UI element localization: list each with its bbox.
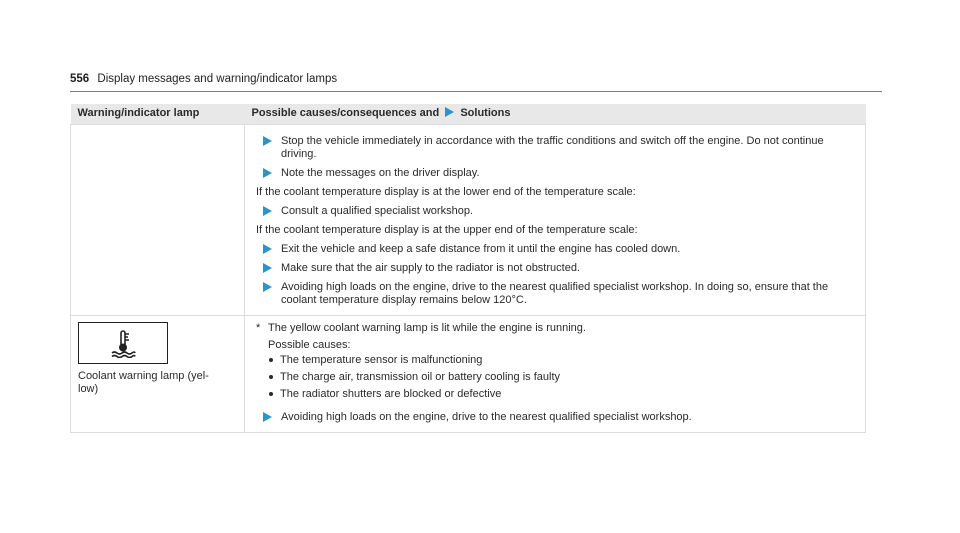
list-item bbox=[256, 262, 855, 275]
page-number: 556 bbox=[70, 73, 90, 85]
intro-text: The yellow coolant warning lamp is lit while the engine is running. bbox=[268, 322, 586, 334]
arrow-right-icon bbox=[263, 282, 272, 292]
causes-label: Possible causes: bbox=[268, 339, 351, 351]
step-text: Avoiding high loads on the engine, drive to the nearest qualified specialist workshop. bbox=[281, 411, 692, 423]
footnote-star: * bbox=[256, 322, 261, 334]
column-header-solutions-label: Solutions bbox=[460, 107, 511, 119]
column-header-lamp: Warning/indicator lamp bbox=[71, 104, 245, 125]
list-item bbox=[256, 281, 855, 307]
arrow-right-icon bbox=[263, 206, 272, 216]
table-row bbox=[71, 316, 866, 433]
table-header-row bbox=[71, 104, 866, 125]
cause-intro bbox=[256, 322, 855, 335]
list-item: The radiator shutters are blocked or defective bbox=[268, 388, 855, 401]
lamp-cell bbox=[71, 316, 245, 433]
coolant-warning-lamp bbox=[78, 322, 168, 364]
arrow-right-icon bbox=[263, 263, 272, 273]
column-header-causes-label: Possible causes/consequences and bbox=[251, 107, 440, 119]
condition-text: If the coolant temperature display is at the lower end of the temperature scale: bbox=[256, 186, 636, 198]
step-text: Stop the vehicle immediately in accordance with the traffic conditions and switch off the engine. Do not continue driving. bbox=[281, 135, 824, 160]
list-item bbox=[256, 411, 855, 424]
warning-lamp-table bbox=[70, 104, 866, 433]
arrow-right-icon bbox=[263, 244, 272, 254]
list-item bbox=[256, 205, 855, 218]
step-text: Make sure that the air supply to the radiator is not obstructed. bbox=[281, 262, 580, 274]
solutions-arrow-icon bbox=[445, 107, 454, 117]
list-item: The temperature sensor is malfunctioning bbox=[268, 354, 855, 367]
lamp-cell-empty bbox=[71, 125, 245, 316]
step-text: Note the messages on the driver display. bbox=[281, 167, 480, 179]
page-header-title: Display messages and warning/indicator lamps bbox=[97, 73, 338, 85]
page-header bbox=[70, 73, 337, 85]
solutions-cell bbox=[245, 125, 866, 316]
list-item bbox=[256, 243, 855, 256]
list-item: The charge air, transmission oil or battery cooling is faulty bbox=[268, 371, 855, 384]
header-rule bbox=[70, 91, 882, 92]
arrow-right-icon bbox=[263, 168, 272, 178]
arrow-right-icon bbox=[263, 412, 272, 422]
arrow-right-icon bbox=[263, 136, 272, 146]
list-item bbox=[256, 167, 855, 180]
step-text: Avoiding high loads on the engine, drive to the nearest qualified specialist workshop. In doing so, ensure that the coolant temperature display remains below 120°C. bbox=[281, 281, 829, 306]
column-header-solutions bbox=[245, 104, 866, 125]
step-text: Consult a qualified specialist workshop. bbox=[281, 205, 473, 217]
causes-cell bbox=[245, 316, 866, 433]
lamp-label: Coolant warning lamp (yel-low) bbox=[78, 370, 209, 395]
coolant-temperature-icon bbox=[108, 328, 138, 358]
causes-list bbox=[268, 354, 855, 401]
condition-text: If the coolant temperature display is at the upper end of the temperature scale: bbox=[256, 224, 638, 236]
step-text: Exit the vehicle and keep a safe distance from it until the engine has cooled down. bbox=[281, 243, 681, 255]
list-item bbox=[256, 135, 855, 161]
table-row bbox=[71, 125, 866, 316]
